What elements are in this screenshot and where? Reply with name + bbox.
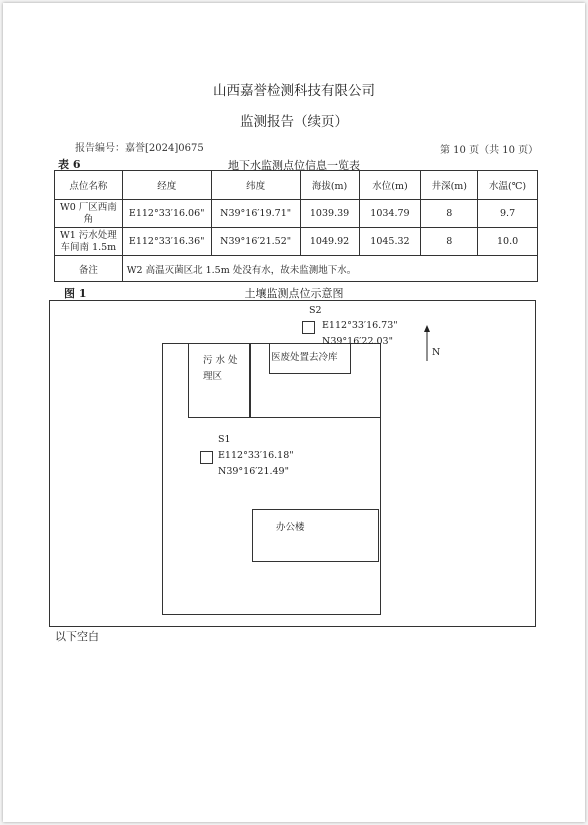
end-of-content-note: 以下空白 <box>55 630 99 643</box>
well-depth-cell: 8 <box>421 228 478 256</box>
water-level-cell: 1045.32 <box>359 228 421 256</box>
north-label: N <box>432 347 441 358</box>
col-header: 点位名称 <box>55 171 123 200</box>
water-level-cell: 1034.79 <box>359 200 421 228</box>
altitude-cell: 1049.92 <box>300 228 359 256</box>
point-name-cell <box>55 228 123 256</box>
report-number: 报告编号：嘉誉[2024]0675 <box>75 143 204 154</box>
table-row <box>55 200 538 228</box>
well-depth-cell: 8 <box>421 200 478 228</box>
s1-marker <box>200 451 213 464</box>
s2-latitude: N39°16′22.03" <box>322 336 393 347</box>
col-header: 水位(m) <box>359 171 421 200</box>
point-name-cell <box>55 200 123 228</box>
longitude-cell: E112°33′16.06" <box>122 200 211 228</box>
s1-longitude: E112°33′16.18" <box>218 450 294 461</box>
col-header: 经度 <box>122 171 211 200</box>
table-label: 表 6 <box>58 158 81 171</box>
col-header: 水温(℃) <box>478 171 538 200</box>
table-title: 地下水监测点位信息一览表 <box>228 159 360 172</box>
office-label: 办公楼 <box>276 522 305 533</box>
table-row <box>55 228 538 256</box>
office-building <box>252 509 379 562</box>
table-note-row <box>55 256 538 282</box>
sewage-area-label-1: 污 水 处 <box>203 355 238 366</box>
altitude-cell: 1039.39 <box>300 200 359 228</box>
latitude-cell: N39°16′19.71" <box>211 200 300 228</box>
water-temp-cell: 9.7 <box>478 200 538 228</box>
water-temp-cell: 10.0 <box>478 228 538 256</box>
latitude-cell: N39°16′21.52" <box>211 228 300 256</box>
page-number: 第 10 页（共 10 页） <box>440 145 539 156</box>
col-header: 纬度 <box>211 171 300 200</box>
medical-waste-label: 医废处置去冷库 <box>271 352 338 363</box>
site-map <box>49 300 536 627</box>
longitude-cell: E112°33′16.36" <box>122 228 211 256</box>
point-name-line: 角 <box>83 213 94 225</box>
company-name: 山西嘉誉检测科技有限公司 <box>213 83 375 99</box>
report-title: 监测报告（续页） <box>240 114 348 130</box>
s2-longitude: E112°33′16.73" <box>322 320 398 331</box>
col-header: 海拔(m) <box>300 171 359 200</box>
note-label: 备注 <box>55 256 123 282</box>
figure-label: 图 1 <box>64 287 87 300</box>
figure-title: 土壤监测点位示意图 <box>244 287 344 300</box>
s1-latitude: N39°16′21.49" <box>218 466 289 477</box>
note-text: W2 高温灭菌区北 1.5m 处没有水，故未监测地下水。 <box>122 256 537 282</box>
point-name-line: W0 厂区西南 <box>59 201 117 213</box>
point-name-line: W1 污水处理 <box>59 229 117 241</box>
north-arrow-icon <box>422 325 432 361</box>
s2-marker <box>302 321 315 334</box>
groundwater-table <box>54 170 538 282</box>
s2-label: S2 <box>309 305 322 316</box>
col-header: 井深(m) <box>421 171 478 200</box>
table-header-row <box>55 171 538 200</box>
point-name-line: 车间南 1.5m <box>60 241 117 253</box>
s1-label: S1 <box>218 434 231 445</box>
sewage-area-label-2: 理区 <box>203 371 223 382</box>
